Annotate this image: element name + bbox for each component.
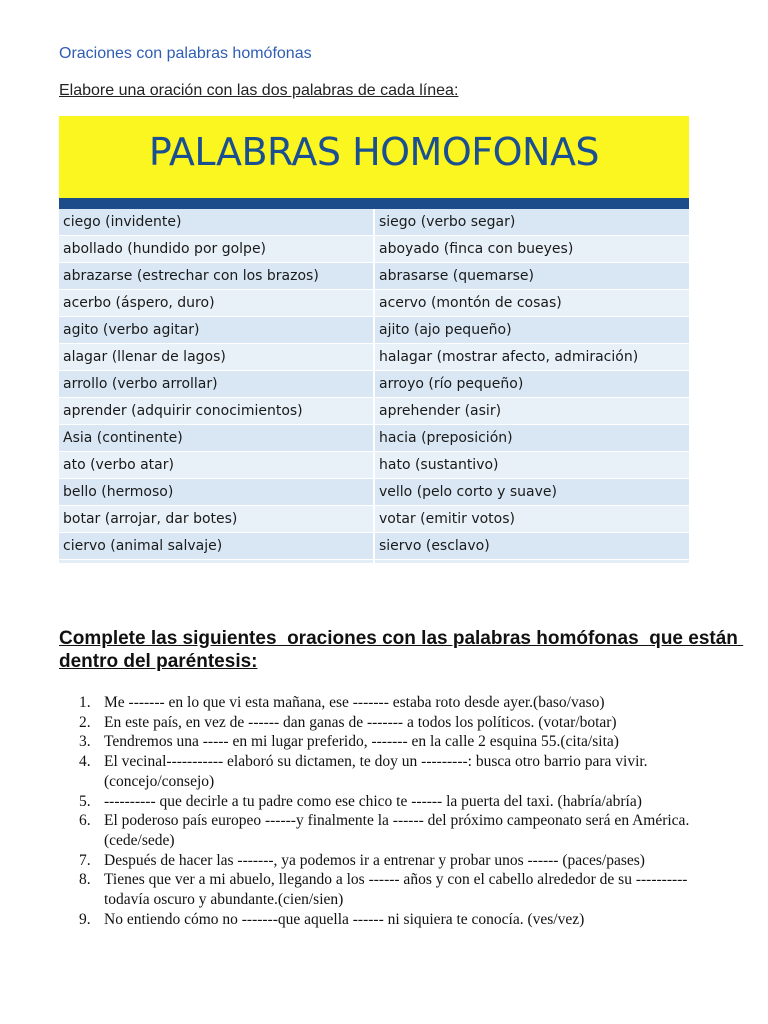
exercise-item: [59, 870, 729, 909]
exercise-number: 2.: [79, 713, 91, 731]
exercise-item: [59, 732, 729, 752]
table-cell-homophone: abrasarse (quemarse): [379, 268, 534, 284]
exercise-number: 6.: [79, 812, 91, 830]
table-cell-word: abrazarse (estrechar con los brazos): [63, 268, 319, 284]
table-header-bar: [59, 198, 689, 209]
table-cell-homophone: siervo (esclavo): [379, 538, 490, 554]
table-cell-word: ciervo (animal salvaje): [63, 538, 223, 554]
table-cell-word: bello (hermoso): [63, 484, 174, 500]
exercise-item: [59, 752, 729, 791]
exercise-sentence: El vecinal----------- elaboró su dictamen, te doy un ---------: busca otro barrio para vivir.(concejo/consejo): [104, 753, 648, 790]
column-divider: [373, 209, 375, 563]
table-cell-word: ciego (invidente): [63, 214, 182, 230]
exercise-item: [59, 792, 729, 812]
table-title-banner: [59, 116, 689, 198]
exercise-item: [59, 811, 729, 850]
exercise-sentence: Después de hacer las -------, ya podemos ir a entrenar y probar unos ------ (paces/pases): [104, 851, 645, 869]
document-heading-link[interactable]: Oraciones con palabras homófonas: [59, 45, 312, 62]
table-cell-homophone: hato (sustantivo): [379, 457, 499, 473]
exercise-item: [59, 851, 729, 871]
exercise-sentence: Me ------- en lo que vi esta mañana, ese ------- estaba roto desde ayer.(baso/vaso): [104, 694, 605, 711]
exercise-number: 1.: [79, 694, 91, 711]
table-cell-word: abollado (hundido por golpe): [63, 241, 267, 257]
exercise-number: 7.: [79, 851, 91, 869]
table-cell-homophone: acervo (montón de cosas): [379, 295, 562, 311]
homophones-table-image: [59, 116, 689, 563]
table-cell-word: botar (arrojar, dar botes): [63, 511, 238, 527]
table-cell-word: alagar (llenar de lagos): [63, 349, 226, 365]
exercise-sentence: El poderoso país europeo ------y finalmente la ------ del próximo campeonato será en América.(cede/sede): [104, 812, 690, 849]
exercise-sentence: En este país, en vez de ------ dan ganas de ------- a todos los políticos. (votar/botar): [104, 713, 617, 731]
exercise-sentence: Tendremos una ----- en mi lugar preferido, ------- en la calle 2 esquina 55.(cita/sita): [104, 733, 619, 751]
exercise-item: [59, 910, 729, 930]
exercise-item: [59, 693, 729, 713]
exercise-sentence: Tienes que ver a mi abuelo, llegando a los ------ años y con el cabello alrededor de su ---------- todavía oscuro y abundante.(cien/sien): [104, 871, 688, 909]
exercise-number: 3.: [79, 733, 91, 751]
table-cell-word: Asia (continente): [63, 430, 183, 446]
exercise-number: 4.: [79, 753, 91, 771]
exercise-sentence: ---------- que decirle a tu padre como ese chico te ------ la puerta del taxi. (habría/abría): [104, 792, 642, 810]
table-cell-homophone: arroyo (río pequeño): [379, 376, 524, 392]
table-title: PALABRAS HOMOFONAS: [148, 130, 600, 174]
table-cell-word: arrollo (verbo arrollar): [63, 376, 218, 392]
table-cell-homophone: votar (emitir votos): [379, 511, 515, 527]
exercise-item: [59, 713, 729, 733]
table-cell-homophone: aboyado (finca con bueyes): [379, 241, 574, 257]
table-cell-homophone: hacia (preposición): [379, 430, 513, 446]
instruction-text: Elabore una oración con las dos palabras de cada línea:: [59, 82, 459, 99]
exercise-list: [59, 693, 729, 929]
table-cell-word: agito (verbo agitar): [63, 322, 200, 338]
table-cell-homophone: siego (verbo segar): [379, 214, 516, 230]
table-cell-homophone: ajito (ajo pequeño): [379, 322, 512, 338]
exercise-number: 9.: [79, 910, 91, 928]
exercise-sentence: No entiendo cómo no -------que aquella ------ ni siquiera te conocía. (ves/vez): [104, 910, 585, 928]
table-cell-homophone: aprehender (asir): [379, 403, 502, 419]
table-cell-word: acerbo (áspero, duro): [63, 295, 215, 311]
table-cell-word: aprender (adquirir conocimientos): [63, 403, 303, 419]
table-cell-homophone: halagar (mostrar afecto, admiración): [379, 349, 639, 365]
exercise-number: 8.: [79, 871, 91, 889]
exercise-number: 5.: [79, 792, 91, 810]
table-cell-homophone: vello (pelo corto y suave): [379, 484, 557, 500]
exercise-heading: Complete las siguientes oraciones con las palabras homófonas que están dentro del paréntesis:: [59, 628, 744, 672]
table-cell-word: ato (verbo atar): [63, 457, 174, 473]
